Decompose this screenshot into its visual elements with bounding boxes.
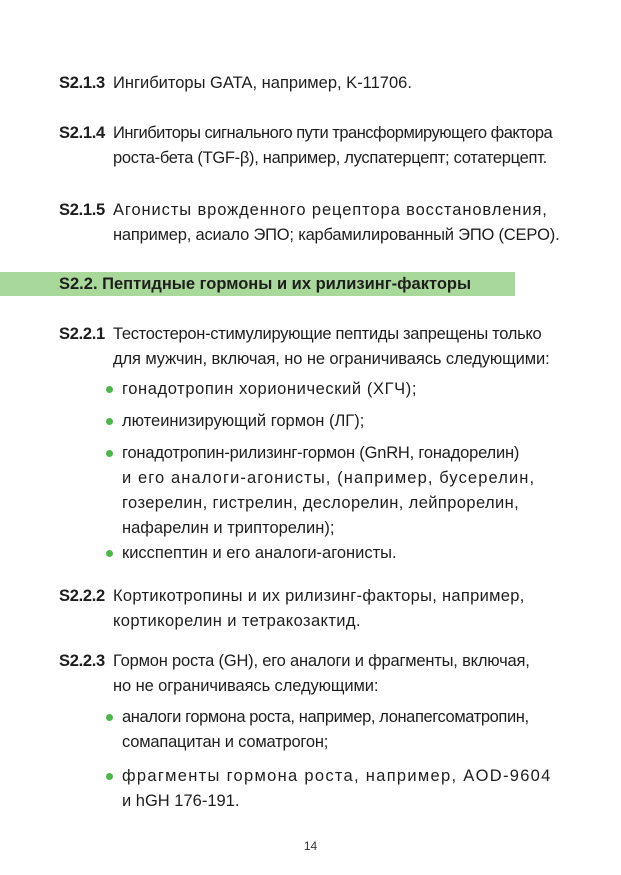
item-s2-2-1	[59, 322, 564, 372]
item-text: роста-бета (TGF-β), например, луспатерцепт; сотатерцепт.	[113, 149, 547, 167]
item-code: S2.1.5	[59, 201, 105, 219]
item-text: Тестостерон-стимулирующие пептиды запрещены только	[113, 325, 542, 343]
bullet-text: нафарелин и трипторелин);	[122, 519, 335, 537]
item-text: но не ограничиваясь следующими:	[113, 677, 379, 695]
bullet-icon	[106, 550, 113, 557]
item-s2-2-3	[59, 649, 564, 699]
bullet-item	[106, 541, 564, 566]
bullet-text: сомапацитан и соматрогон;	[122, 733, 329, 751]
item-code: S2.2.3	[59, 652, 105, 670]
bullet-item	[106, 409, 564, 434]
bullet-text: кисспептин и его аналоги-агонисты.	[122, 544, 397, 562]
item-s2-1-4	[59, 121, 564, 171]
section-code: S2.2.	[59, 275, 98, 293]
item-text: Кортикотропины и их рилизинг-факторы, например,	[113, 587, 525, 605]
bullet-text: гонадотропин-рилизинг-гормон (GnRH, гонадорелин)	[122, 444, 520, 462]
bullet-text: фрагменты гормона роста, например, AOD-9604	[122, 767, 552, 785]
item-s2-2-2	[59, 584, 564, 634]
page-number: 14	[303, 839, 318, 853]
bullet-icon	[106, 450, 113, 457]
item-text: Агонисты врожденного рецептора восстановления,	[113, 201, 548, 219]
bullet-item	[106, 377, 564, 402]
bullet-icon	[106, 714, 113, 721]
bullet-list-s2-2-3	[106, 705, 564, 814]
item-code: S2.1.3	[59, 74, 105, 92]
item-text: кортикорелин и тетракозактид.	[113, 612, 361, 630]
bullet-list-s2-2-1	[106, 377, 564, 566]
section-title: Пептидные гормоны и их рилизинг-факторы	[102, 275, 472, 293]
bullet-text: и его аналоги-агонисты, (например, бусерелин,	[122, 469, 536, 487]
item-code: S2.2.1	[59, 325, 105, 343]
item-text: для мужчин, включая, но не ограничиваясь следующими:	[113, 350, 550, 368]
bullet-text: аналоги гормона роста, например, лонапегсоматропин,	[122, 708, 529, 726]
bullet-text: и hGH 176-191.	[122, 792, 240, 810]
bullet-item	[106, 764, 564, 814]
bullet-icon	[106, 418, 113, 425]
item-text: например, асиало ЭПО; карбамилированный ЭПО (CEPO).	[113, 226, 560, 244]
bullet-text: лютеинизирующий гормон (ЛГ);	[122, 412, 365, 430]
item-text: Гормон роста (GH), его аналоги и фрагменты, включая,	[113, 652, 530, 670]
item-s2-1-3	[59, 71, 564, 96]
item-text: Ингибиторы GATA, например, K-11706.	[113, 74, 412, 92]
bullet-item	[106, 441, 564, 541]
item-code: S2.2.2	[59, 587, 105, 605]
bullet-icon	[106, 773, 113, 780]
bullet-text: гонадотропин хорионический (ХГЧ);	[122, 380, 418, 398]
bullet-text: гозерелин, гистрелин, деслорелин, лейпрорелин,	[122, 494, 520, 512]
item-text: Ингибиторы сигнального пути трансформирующего фактора	[113, 124, 553, 142]
section-heading	[59, 272, 471, 296]
bullet-icon	[106, 386, 113, 393]
item-s2-1-5	[59, 198, 564, 248]
bullet-item	[106, 705, 564, 755]
item-code: S2.1.4	[59, 124, 105, 142]
